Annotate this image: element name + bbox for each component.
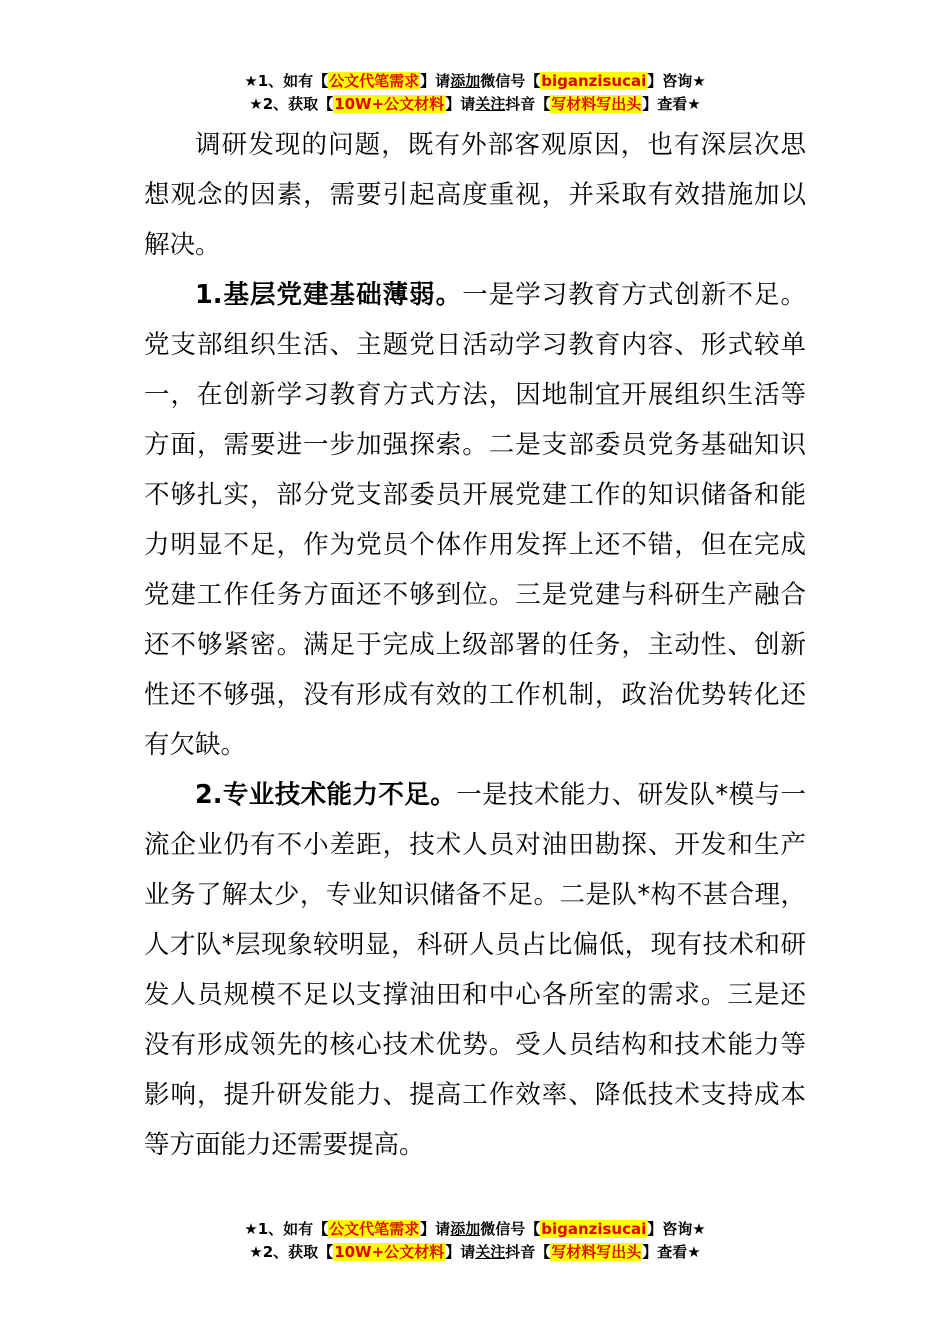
section-2-paragraph: [144, 770, 806, 1170]
footer-line-1-mid2: 微信号【: [480, 1220, 541, 1238]
header-line-2-highlight-douyin: 写材料写出头: [551, 95, 642, 113]
footer-line-2-highlight-materials: 10W+公文材料: [334, 1243, 445, 1261]
section-2-text: 一是技术能力、研发队*模与一流企业仍有不小差距，技术人员对油田勘探、开发和生产业务了解太少，专业知识储备不足。二是队*构不甚合理，人才队*层现象较明显，科研人员占比偏低，现有技术和研发人员规模不足以支撑油田和中心各所室的需求。三是还没有形成领先的核心技术优势。受人员结构和技术能力等影响，提升研发能力、提高工作效率、降低技术支持成本等方面能力还需要提高。: [144, 780, 806, 1160]
section-1-paragraph: [144, 270, 806, 770]
section-2-heading: 2.专业技术能力不足。: [195, 780, 457, 810]
header-line-1: [0, 70, 950, 93]
header-line-2-mid2: 抖音【: [505, 95, 551, 113]
footer-banner: [0, 1218, 950, 1264]
footer-line-1-suffix: 】咨询★: [647, 1220, 706, 1238]
header-line-2: [0, 93, 950, 116]
footer-line-2-prefix: ★2、获取【: [249, 1243, 334, 1261]
footer-line-1-highlight-service: 公文代笔需求: [329, 1220, 420, 1238]
footer-line-2-highlight-douyin: 写材料写出头: [551, 1243, 642, 1261]
footer-line-2-mid: 】请: [445, 1243, 476, 1261]
header-line-1-underline: 添加: [450, 72, 481, 90]
intro-paragraph: 调研发现的问题，既有外部客观原因，也有深层次思想观念的因素，需要引起高度重视，并采取有效措施加以解决。: [144, 130, 806, 260]
footer-line-1-highlight-wechat: biganzisucai: [541, 1220, 647, 1238]
footer-line-2-underline: 关注: [475, 1243, 506, 1261]
header-banner: [0, 70, 950, 116]
footer-line-1-underline: 添加: [450, 1220, 481, 1238]
header-line-2-mid: 】请: [445, 95, 476, 113]
header-line-1-mid2: 微信号【: [480, 72, 541, 90]
section-1-text: 一是学习教育方式创新不足。党支部组织生活、主题党日活动学习教育内容、形式较单一，在创新学习教育方式方法，因地制宜开展组织生活等方面，需要进一步加强探索。二是支部委员党务基础知识不够扎实，部分党支部委员开展党建工作的知识储备和能力明显不足，作为党员个体作用发挥上还不错，但在完成党建工作任务方面还不够到位。三是党建与科研生产融合还不够紧密。满足于完成上级部署的任务，主动性、创新性还不够强，没有形成有效的工作机制，政治优势转化还有欠缺。: [144, 280, 806, 760]
header-line-2-prefix: ★2、获取【: [249, 95, 334, 113]
footer-line-2: [0, 1241, 950, 1264]
footer-line-2-mid2: 抖音【: [505, 1243, 551, 1261]
footer-line-1-mid: 】请: [420, 1220, 451, 1238]
footer-line-2-suffix: 】查看★: [642, 1243, 701, 1261]
header-line-2-suffix: 】查看★: [642, 95, 701, 113]
header-line-1-prefix: ★1、如有【: [244, 72, 329, 90]
section-1-heading: 1.基层党建基础薄弱。: [195, 280, 463, 310]
header-line-2-highlight-materials: 10W+公文材料: [334, 95, 445, 113]
header-line-2-underline: 关注: [475, 95, 506, 113]
footer-line-1-prefix: ★1、如有【: [244, 1220, 329, 1238]
document-body: [144, 120, 806, 1170]
header-line-1-highlight-wechat: biganzisucai: [541, 72, 647, 90]
footer-line-1: [0, 1218, 950, 1241]
header-line-1-mid: 】请: [420, 72, 451, 90]
header-line-1-highlight-service: 公文代笔需求: [329, 72, 420, 90]
header-line-1-suffix: 】咨询★: [647, 72, 706, 90]
